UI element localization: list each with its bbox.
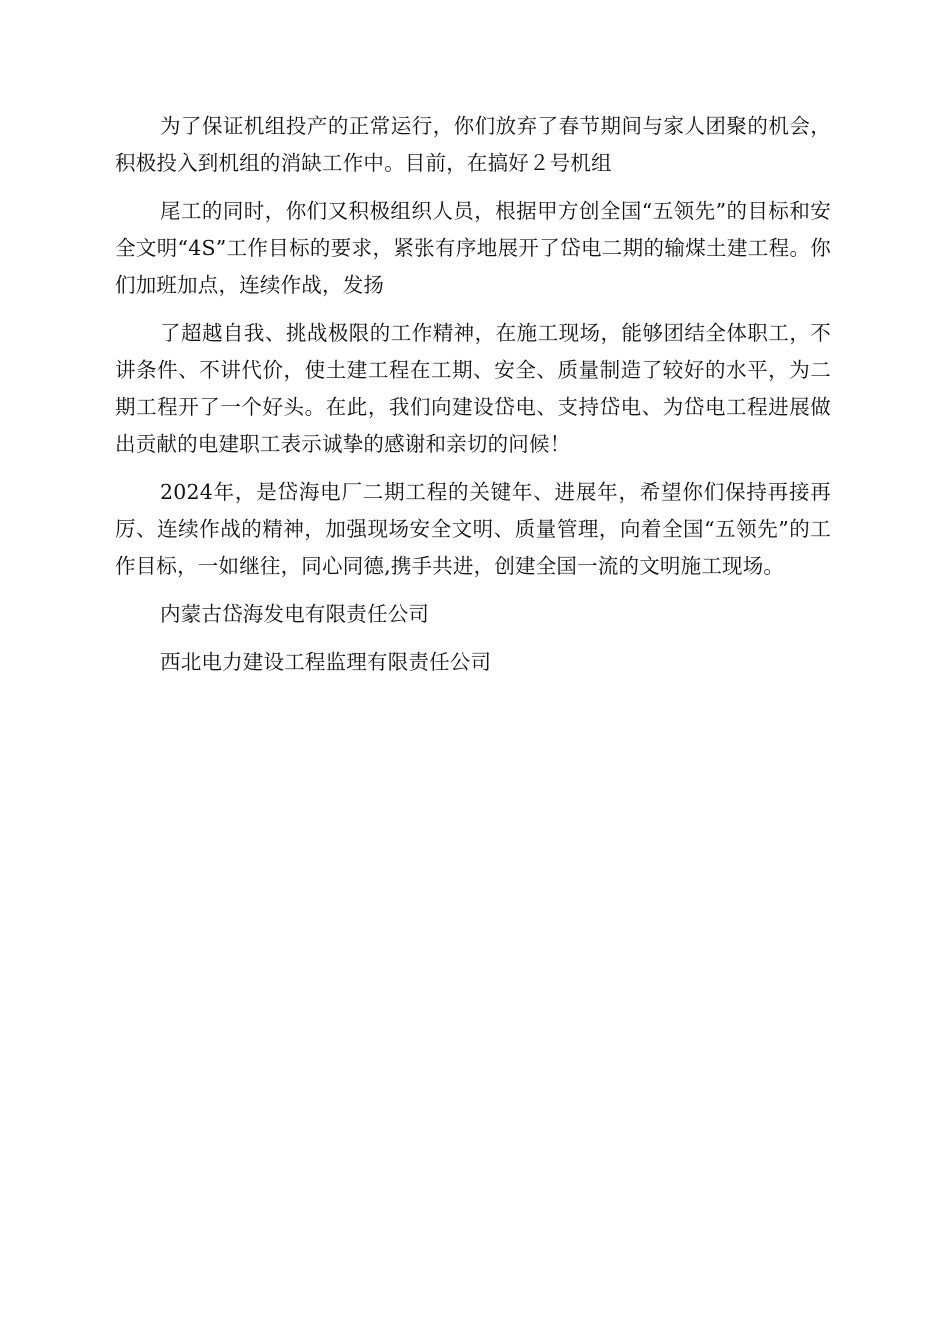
paragraph-2: 尾工的同时，你们又积极组织人员，根据甲方创全国“五领先”的目标和安全文明“4S”工作目标的要求，紧张有序地展开了岱电二期的输煤土建工程。你们加班加点，连续作战，发扬: [115, 199, 831, 297]
signature-company-2: 西北电力建设工程监理有限责任公司: [160, 650, 492, 674]
document-body: [115, 108, 831, 692]
paragraph-4: 2024年，是岱海电厂二期工程的关键年、进展年，希望你们保持再接再厉、连续作战的精神，加强现场安全文明、质量管理，向着全国“五领先”的工作目标，一如继往，同心同德,携手共进，创建全国一流的文明施工现场。: [115, 480, 831, 578]
paragraph-1: 为了保证机组投产的正常运行，你们放弃了春节期间与家人团聚的机会，积极投入到机组的消缺工作中。目前，在搞好２号机组: [115, 114, 831, 175]
paragraph-3: 了超越自我、挑战极限的工作精神，在施工现场，能够团结全体职工，不讲条件、不讲代价，使土建工程在工期、安全、质量制造了较好的水平，为二期工程开了一个好头。在此，我们向建设岱电、支持岱电、为岱电工程进展做出贡献的电建职工表示诚挚的感谢和亲切的问候！: [115, 321, 831, 456]
signature-company-1: 内蒙古岱海发电有限责任公司: [160, 602, 430, 626]
